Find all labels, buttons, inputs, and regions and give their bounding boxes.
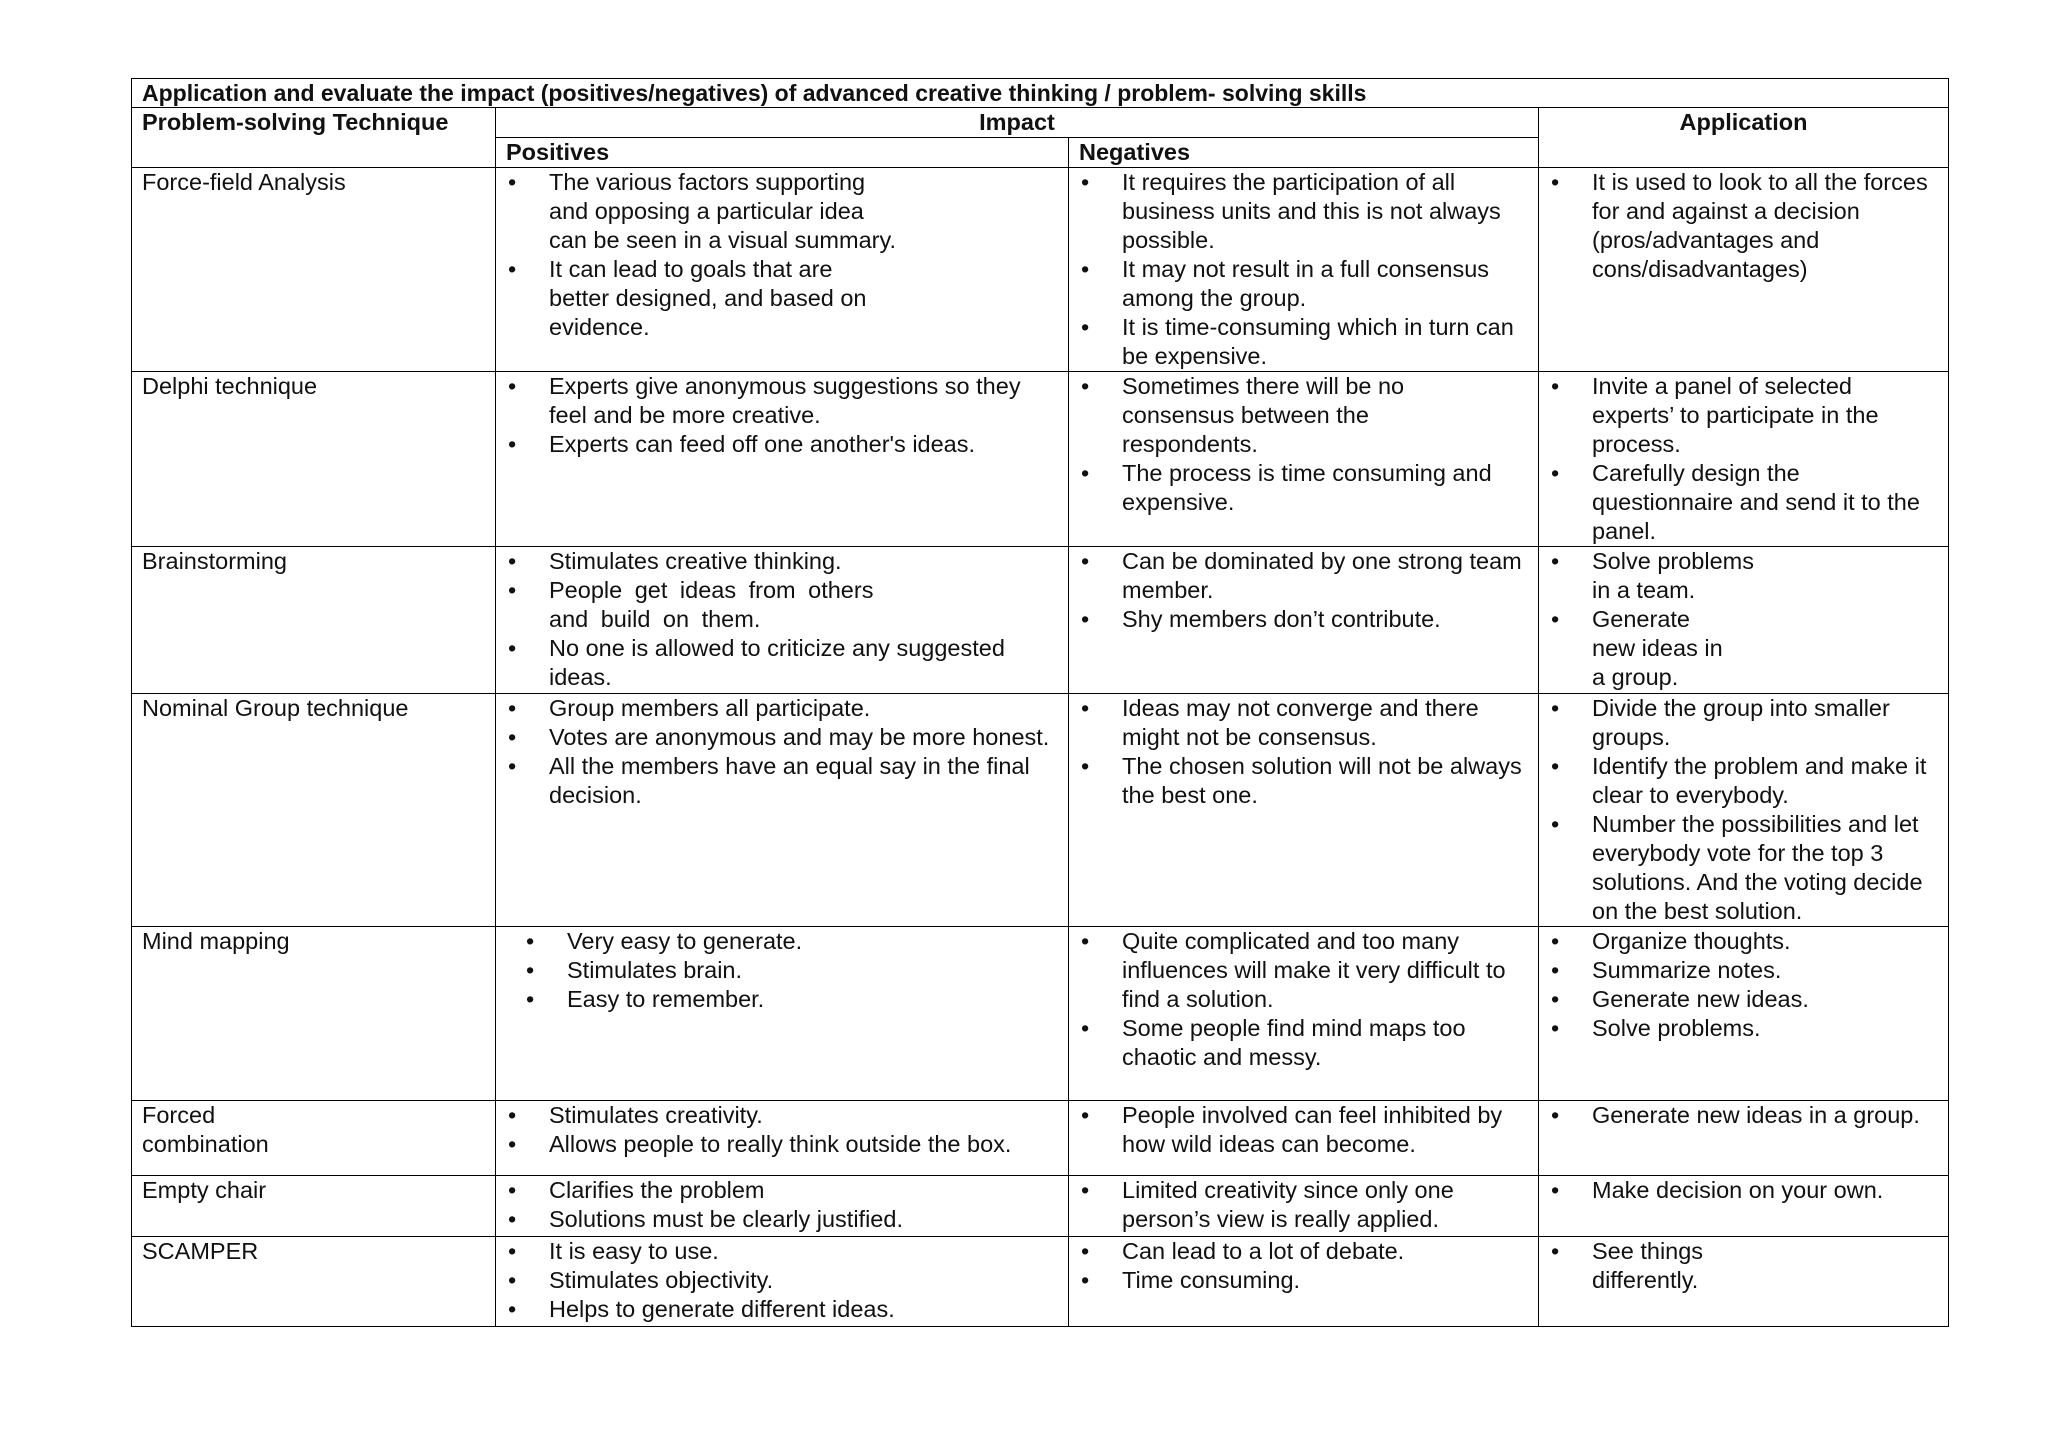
application-cell: [1539, 1101, 1949, 1176]
negatives-cell: [1069, 694, 1539, 927]
list-item: • Summarize notes.: [1549, 956, 1938, 985]
application-cell: [1539, 1176, 1949, 1237]
list-item: • Number the possibilities and let everybody vote for the top 3 solutions. And the voting decide on the best solution.: [1549, 810, 1938, 926]
negatives-list: [1079, 927, 1528, 1072]
list-item: • Can be dominated by one strong team member.: [1079, 547, 1528, 605]
table-row: [132, 1101, 1949, 1176]
technique-name: Nominal Group technique: [132, 694, 496, 927]
positives-list: [506, 547, 1058, 692]
list-item: • Some people find mind maps too chaotic and messy.: [1079, 1014, 1528, 1072]
list-item: • It requires the participation of all business units and this is not always possible.: [1079, 168, 1528, 255]
positives-list: [506, 372, 1058, 459]
table-row: [132, 168, 1949, 372]
application-list: [1549, 1237, 1938, 1295]
list-item: • Solve problems.: [1549, 1014, 1938, 1043]
negatives-list: [1079, 1176, 1528, 1234]
table-row: [132, 694, 1949, 927]
header-negatives: Negatives: [1069, 138, 1539, 168]
positives-cell: [496, 694, 1069, 927]
positives-cell: [496, 372, 1069, 547]
list-item: • Limited creativity since only one person’s view is really applied.: [1079, 1176, 1528, 1234]
positives-list: [506, 694, 1058, 810]
technique-name: Empty chair: [132, 1176, 496, 1237]
negatives-list: [1079, 547, 1528, 634]
application-list: [1549, 927, 1938, 1043]
positives-list: [506, 927, 1058, 1014]
list-item: • Make decision on your own.: [1549, 1176, 1938, 1205]
list-item: • Carefully design the questionnaire and send it to the panel.: [1549, 459, 1938, 546]
list-item: • Identify the problem and make it clear to everybody.: [1549, 752, 1938, 810]
list-item: • Generate new ideas in a group.: [1549, 605, 1938, 692]
application-cell: [1539, 694, 1949, 927]
list-item: • It is easy to use.: [506, 1237, 1058, 1266]
application-cell: [1539, 168, 1949, 372]
technique-name: Delphi technique: [132, 372, 496, 547]
negatives-list: [1079, 1237, 1528, 1295]
negatives-cell: [1069, 547, 1539, 694]
header-technique: Problem-solving Technique: [132, 108, 496, 168]
list-item: • Sometimes there will be no consensus between the respondents.: [1079, 372, 1528, 459]
header-impact: Impact: [496, 108, 1539, 138]
list-item: • Clarifies the problem: [506, 1176, 1058, 1205]
table-row: [132, 927, 1949, 1101]
positives-cell: [496, 1237, 1069, 1327]
list-item: • Can lead to a lot of debate.: [1079, 1237, 1528, 1266]
list-item: • It is used to look to all the forces for and against a decision (pros/advantages and cons/disadvantages): [1549, 168, 1938, 284]
positives-list: [506, 1101, 1058, 1159]
application-list: [1549, 694, 1938, 926]
negatives-list: [1079, 372, 1528, 517]
application-list: [1549, 547, 1938, 692]
negatives-cell: [1069, 372, 1539, 547]
application-list: [1549, 168, 1938, 284]
application-cell: [1539, 1237, 1949, 1327]
header-positives: Positives: [496, 138, 1069, 168]
list-item: • Group members all participate.: [506, 694, 1058, 723]
list-item: • Invite a panel of selected experts’ to participate in the process.: [1549, 372, 1938, 459]
list-item: • The chosen solution will not be always the best one.: [1079, 752, 1528, 810]
negatives-list: [1079, 168, 1528, 371]
list-item: • People get ideas from others and build on them.: [506, 576, 1058, 634]
positives-cell: [496, 1176, 1069, 1237]
technique-name: Brainstorming: [132, 547, 496, 694]
negatives-cell: [1069, 1237, 1539, 1327]
list-item: • Stimulates brain.: [506, 956, 1058, 985]
list-item: • Divide the group into smaller groups.: [1549, 694, 1938, 752]
list-item: • Stimulates creativity.: [506, 1101, 1058, 1130]
list-item: • Organize thoughts.: [1549, 927, 1938, 956]
list-item: • People involved can feel inhibited by how wild ideas can become.: [1079, 1101, 1528, 1159]
negatives-list: [1079, 1101, 1528, 1159]
list-item: • No one is allowed to criticize any suggested ideas.: [506, 634, 1058, 692]
list-item: • Very easy to generate.: [506, 927, 1058, 956]
negatives-cell: [1069, 168, 1539, 372]
positives-list: [506, 1176, 1058, 1234]
application-cell: [1539, 927, 1949, 1101]
positives-cell: [496, 927, 1069, 1101]
list-item: • It can lead to goals that are better designed, and based on evidence.: [506, 255, 1058, 342]
list-item: • The various factors supporting and opposing a particular idea can be seen in a visual summary.: [506, 168, 1058, 255]
application-cell: [1539, 372, 1949, 547]
list-item: • Stimulates creative thinking.: [506, 547, 1058, 576]
caption-row: [132, 79, 1949, 108]
table-row: [132, 1176, 1949, 1237]
list-item: • Generate new ideas.: [1549, 985, 1938, 1014]
application-list: [1549, 1176, 1938, 1205]
list-item: • The process is time consuming and expensive.: [1079, 459, 1528, 517]
list-item: • All the members have an equal say in the final decision.: [506, 752, 1058, 810]
application-list: [1549, 1101, 1938, 1130]
application-list: [1549, 372, 1938, 546]
positives-cell: [496, 168, 1069, 372]
list-item: • Quite complicated and too many influences will make it very difficult to find a solution.: [1079, 927, 1528, 1014]
list-item: • Allows people to really think outside the box.: [506, 1130, 1058, 1159]
list-item: • Time consuming.: [1079, 1266, 1528, 1295]
list-item: • See things differently.: [1549, 1237, 1938, 1295]
list-item: • Shy members don’t contribute.: [1079, 605, 1528, 634]
technique-name: Mind mapping: [132, 927, 496, 1101]
table-row: [132, 1237, 1949, 1327]
list-item: • Experts give anonymous suggestions so they feel and be more creative.: [506, 372, 1058, 430]
technique-name: Force-field Analysis: [132, 168, 496, 372]
table-row: [132, 547, 1949, 694]
skills-impact-table: [131, 78, 1949, 1327]
list-item: • Votes are anonymous and may be more honest.: [506, 723, 1058, 752]
positives-list: [506, 1237, 1058, 1324]
header-application: Application: [1539, 108, 1949, 168]
list-item: • Easy to remember.: [506, 985, 1058, 1014]
negatives-cell: [1069, 927, 1539, 1101]
list-item: • It may not result in a full consensus among the group.: [1079, 255, 1528, 313]
list-item: • Helps to generate different ideas.: [506, 1295, 1058, 1324]
negatives-cell: [1069, 1176, 1539, 1237]
negatives-cell: [1069, 1101, 1539, 1176]
negatives-list: [1079, 694, 1528, 810]
list-item: • Solutions must be clearly justified.: [506, 1205, 1058, 1234]
application-cell: [1539, 547, 1949, 694]
list-item: • Generate new ideas in a group.: [1549, 1101, 1938, 1130]
list-item: • Stimulates objectivity.: [506, 1266, 1058, 1295]
positives-list: [506, 168, 1058, 342]
table-caption: Application and evaluate the impact (positives/negatives) of advanced creative thinking / problem- solving skills: [132, 79, 1949, 108]
positives-cell: [496, 547, 1069, 694]
list-item: • Experts can feed off one another's ideas.: [506, 430, 1058, 459]
list-item: • It is time-consuming which in turn can be expensive.: [1079, 313, 1528, 371]
list-item: • Ideas may not converge and there might not be consensus.: [1079, 694, 1528, 752]
list-item: • Solve problems in a team.: [1549, 547, 1938, 605]
technique-name: Forced combination: [132, 1101, 496, 1176]
header-row: [132, 108, 1949, 138]
positives-cell: [496, 1101, 1069, 1176]
technique-name: SCAMPER: [132, 1237, 496, 1327]
table-row: [132, 372, 1949, 547]
